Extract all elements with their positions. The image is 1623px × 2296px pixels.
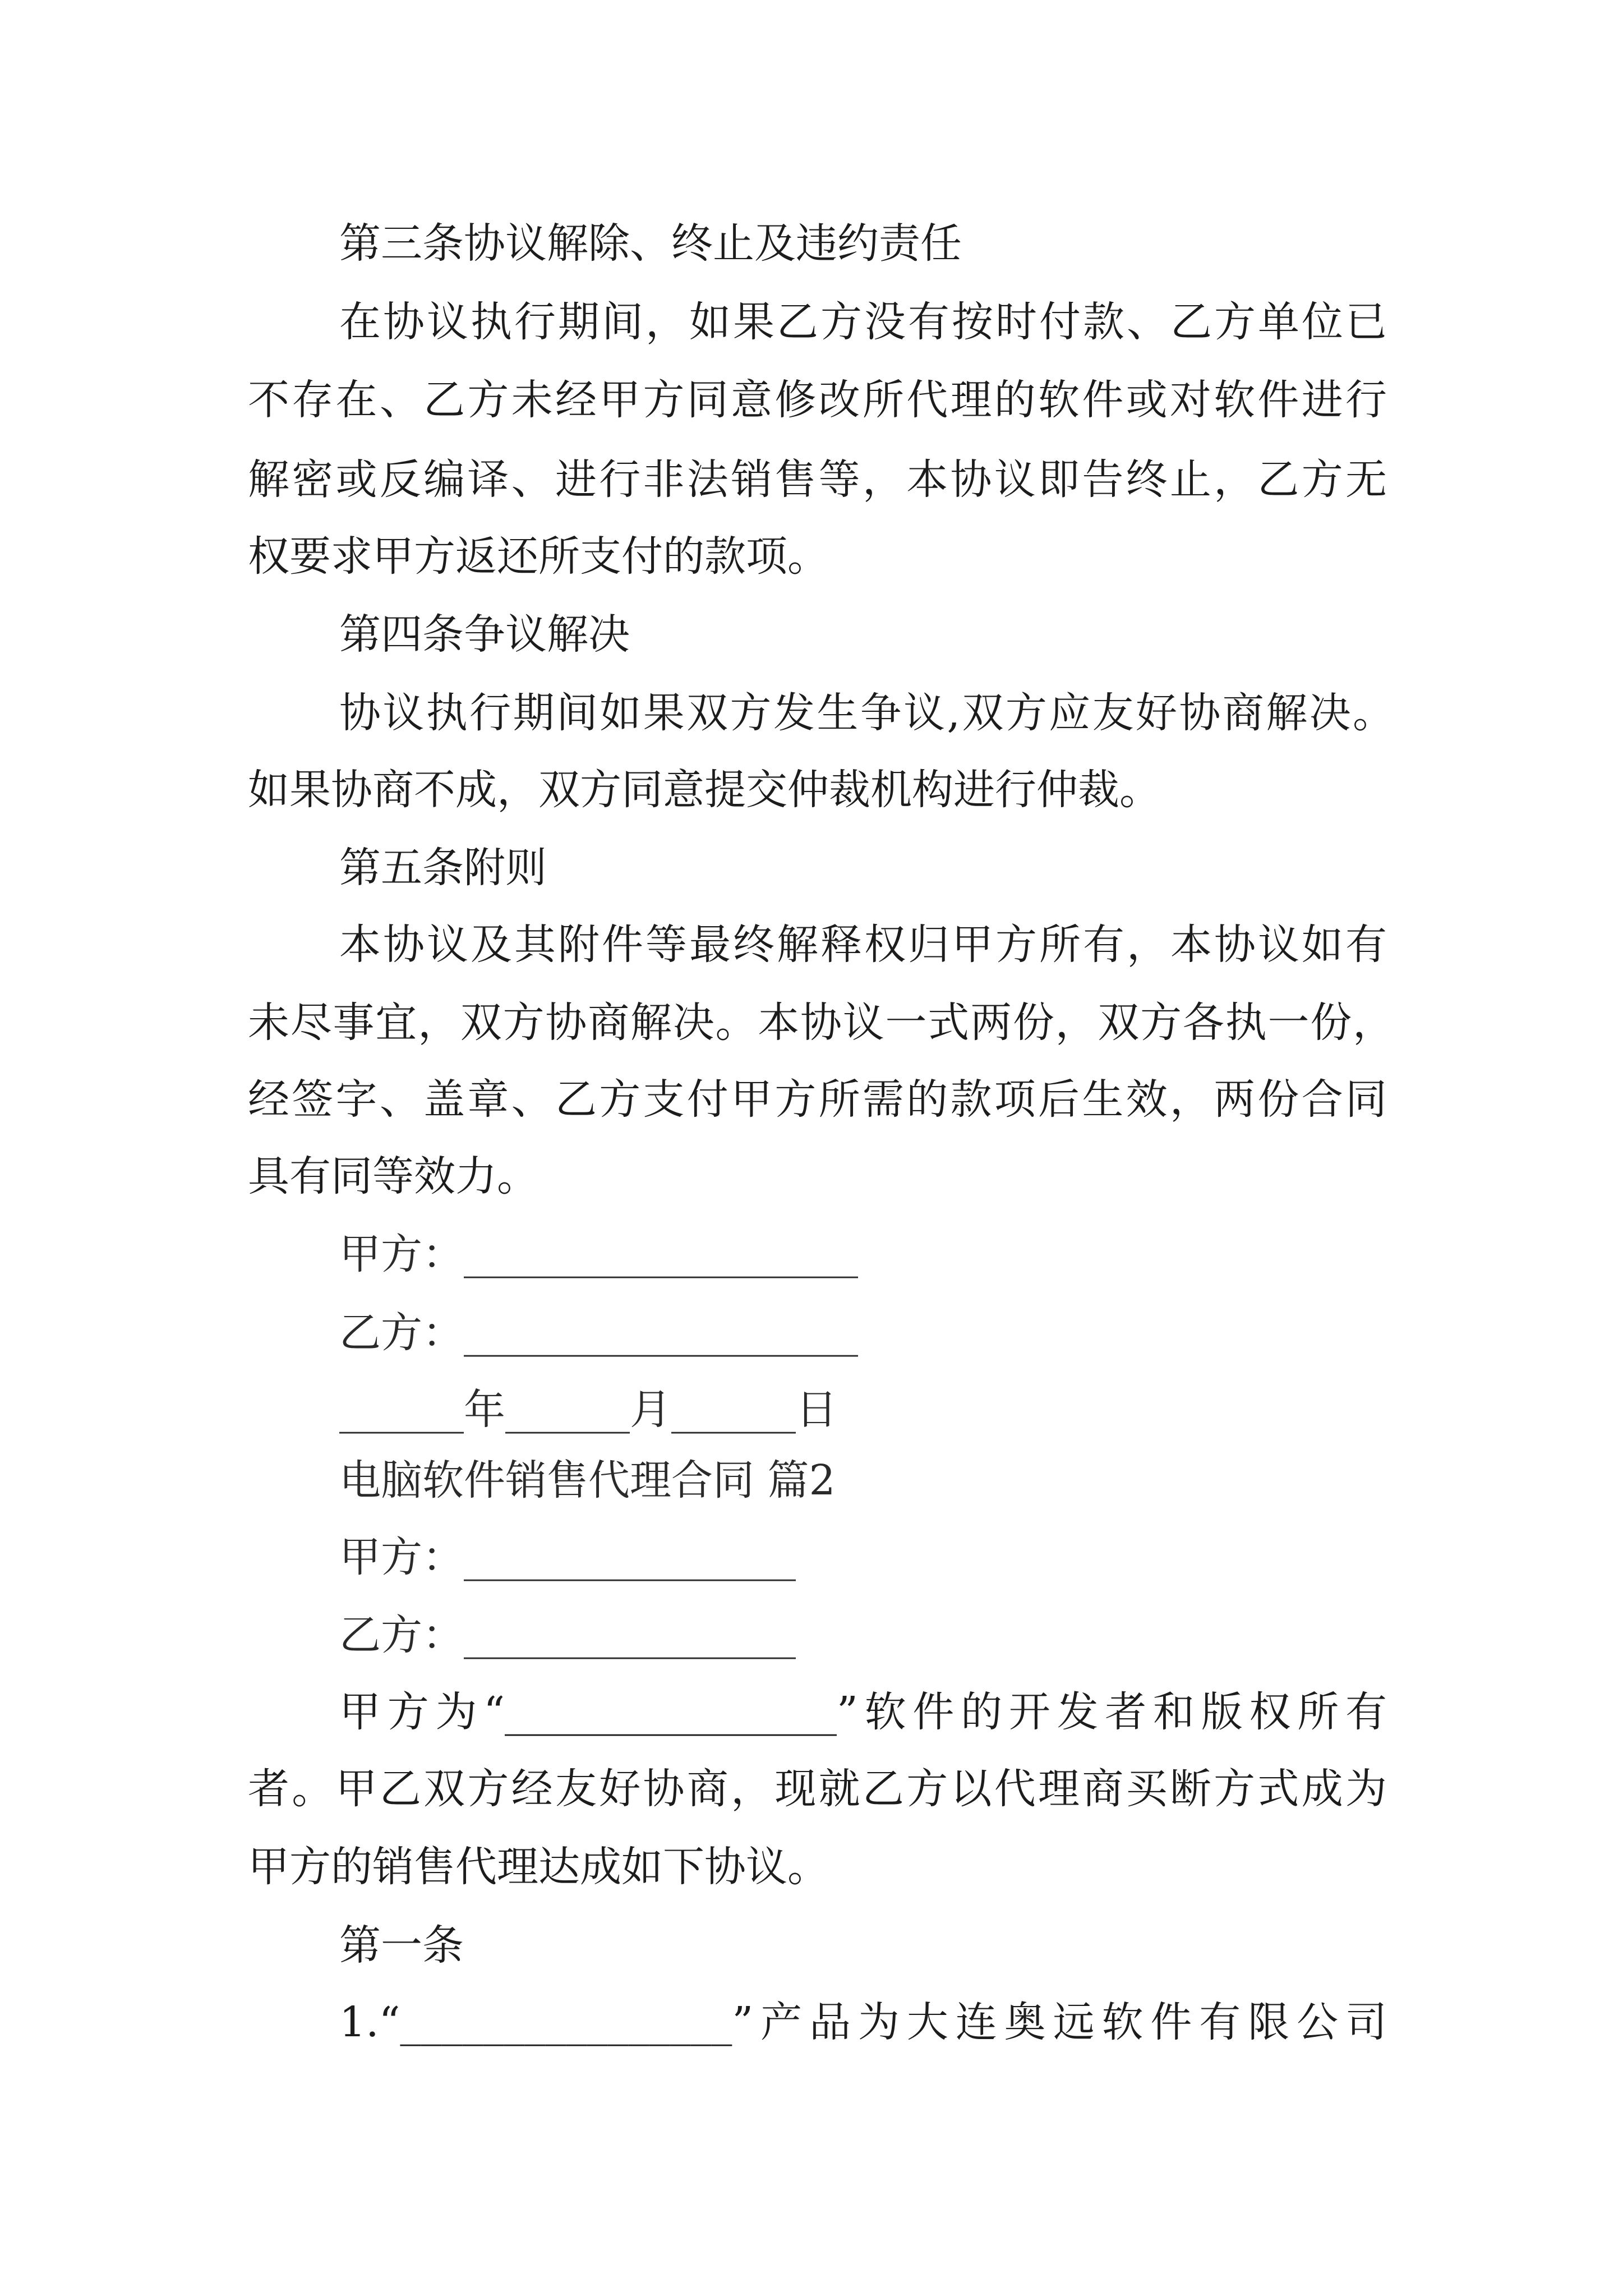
party-a-label: 甲方： xyxy=(339,1230,464,1278)
contract2-party-a xyxy=(339,1529,796,1585)
clause3-line-3: 解密或反编译、进行非法销售等，本协议即告终止，乙方无 xyxy=(248,455,1387,504)
contract2-party-b-blank: ________________ xyxy=(464,1611,796,1659)
contract2-party-a-label: 甲方： xyxy=(339,1533,464,1581)
clause5-line-1: 本协议及其附件等最终解释权归甲方所有，本协议如有 xyxy=(339,921,1387,969)
party-b-signature-blank: ___________________ xyxy=(464,1309,858,1357)
clause3-title: 第三条协议解除、终止及违约责任 xyxy=(339,219,962,268)
clause3-line-2: 不存在、乙方未经甲方同意修改所代理的软件或对软件进行 xyxy=(248,376,1387,424)
clause5-line-2: 未尽事宜，双方协商解决。本协议一式两份，双方各执一份， xyxy=(248,999,1394,1047)
contract2-party-a-blank: ________________ xyxy=(464,1533,796,1581)
clause3-line-4: 权要求甲方返还所支付的款项。 xyxy=(248,532,829,581)
contract2-preamble-line-2: 者。甲乙双方经友好协商，现就乙方以代理商买断方式成为 xyxy=(248,1765,1387,1813)
clause5-line-4: 具有同等效力。 xyxy=(248,1152,538,1200)
clause3-line-1: 在协议执行期间，如果乙方没有按时付款、乙方单位已 xyxy=(339,298,1387,346)
contract2-title: 电脑软件销售代理合同 篇2 xyxy=(339,1456,836,1504)
party-b-label: 乙方： xyxy=(339,1309,464,1357)
party-a-signature-blank: ___________________ xyxy=(464,1230,858,1278)
signature-party-b xyxy=(339,1305,858,1361)
contract2-clause1-title: 第一条 xyxy=(339,1921,464,1970)
contract2-party-b xyxy=(339,1607,796,1663)
clause5-title: 第五条附则 xyxy=(339,844,547,892)
clause4-title: 第四条争议解决 xyxy=(339,610,630,659)
clause5-line-3: 经签字、盖章、乙方支付甲方所需的款项后生效，两份合同 xyxy=(248,1075,1387,1124)
contract2-preamble-line-3: 甲方的销售代理达成如下协议。 xyxy=(248,1843,829,1891)
contract2-party-b-label: 乙方： xyxy=(339,1611,464,1659)
signature-party-a xyxy=(339,1226,858,1282)
contract2-clause1-item-1: 1.“________________”产品为大连奥远软件有限公司 xyxy=(339,1998,1387,2046)
contract2-preamble-line-1: 甲方为“________________”软件的开发者和版权所有 xyxy=(339,1688,1387,1736)
clause4-line-2: 如果协商不成，双方同意提交仲裁机构进行仲裁。 xyxy=(248,766,1161,814)
clause4-line-1: 协议执行期间如果双方发生争议,双方应友好协商解决。 xyxy=(339,689,1394,737)
signature-date: ______年______月______日 xyxy=(339,1386,837,1434)
